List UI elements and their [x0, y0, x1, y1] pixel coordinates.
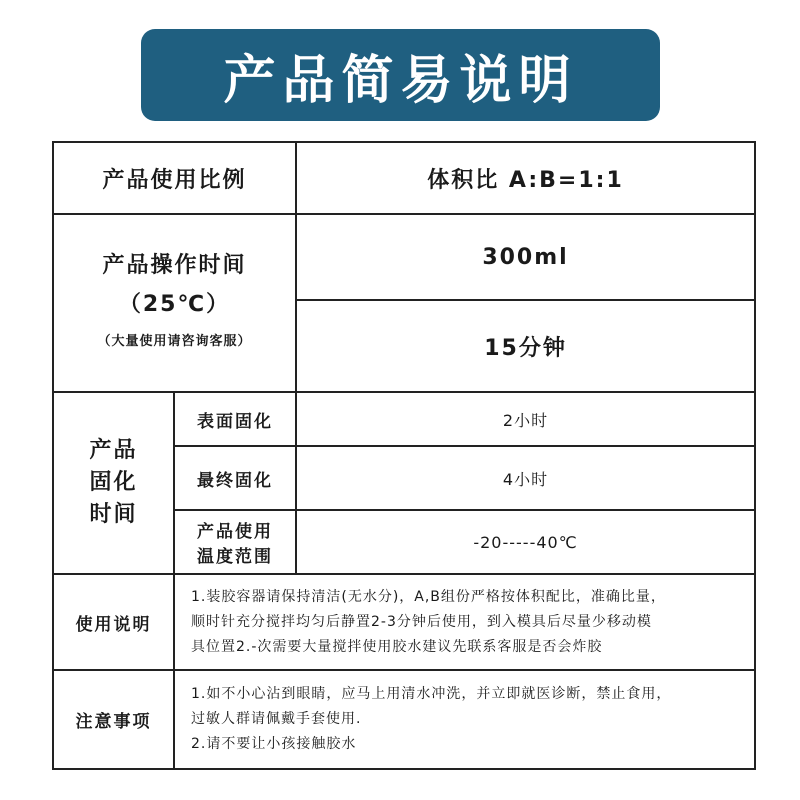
- curing-final-label: 最终固化: [174, 446, 296, 510]
- temperature-label-line2: 温度范围: [197, 547, 273, 567]
- curing-final-value: 4小时: [296, 446, 755, 510]
- temperature-label-cell: [174, 510, 296, 574]
- operation-label-cell: [53, 214, 296, 392]
- curing-label: 产品固化时间: [89, 438, 138, 527]
- caution-label: 注意事项: [53, 670, 174, 769]
- caution-text: [174, 670, 755, 769]
- usage-line: 顺时针充分搅拌均匀后静置2-3分钟后使用，到入模具后尽量少移动模: [191, 613, 652, 630]
- curing-surface-row: [53, 392, 755, 446]
- title-banner: [141, 29, 660, 121]
- operation-time: 15分钟: [296, 300, 755, 392]
- ratio-label: 产品使用比例: [53, 142, 296, 214]
- usage-row: [53, 574, 755, 670]
- caution-row: [53, 670, 755, 769]
- ratio-value: 体积比 A:B=1:1: [296, 142, 755, 214]
- operation-label: 产品操作时间: [102, 253, 247, 278]
- caution-line: 1.如不小心沾到眼睛，应马上用清水冲洗，并立即就医诊断，禁止食用，: [191, 686, 672, 702]
- spec-table: [52, 141, 756, 770]
- operation-volume: 300ml: [296, 214, 755, 300]
- usage-text: [174, 574, 755, 670]
- ratio-row: [53, 142, 755, 214]
- curing-surface-value: 2小时: [296, 392, 755, 446]
- usage-line: 1.装胶容器请保持清洁(无水分)，A,B组份严格按体积配比，准确比量，: [191, 588, 666, 605]
- temperature-value: -20-----40℃: [296, 510, 755, 574]
- operation-note: （大量使用请咨询客服）: [97, 334, 252, 349]
- banner-title: 产品简易说明: [223, 50, 578, 111]
- operation-temp: （25℃）: [118, 292, 231, 317]
- operation-row: [53, 214, 755, 300]
- usage-label: 使用说明: [53, 574, 174, 670]
- curing-label-cell: [53, 392, 174, 574]
- caution-line: 2.请不要让小孩接触胶水: [191, 736, 357, 752]
- usage-line: 具位置2.-次需要大量搅拌使用胶水建议先联系客服是否会炸胶: [191, 638, 603, 655]
- caution-line: 过敏人群请佩戴手套使用.: [191, 711, 362, 727]
- curing-surface-label: 表面固化: [174, 392, 296, 446]
- temperature-label-line1: 产品使用: [197, 522, 273, 542]
